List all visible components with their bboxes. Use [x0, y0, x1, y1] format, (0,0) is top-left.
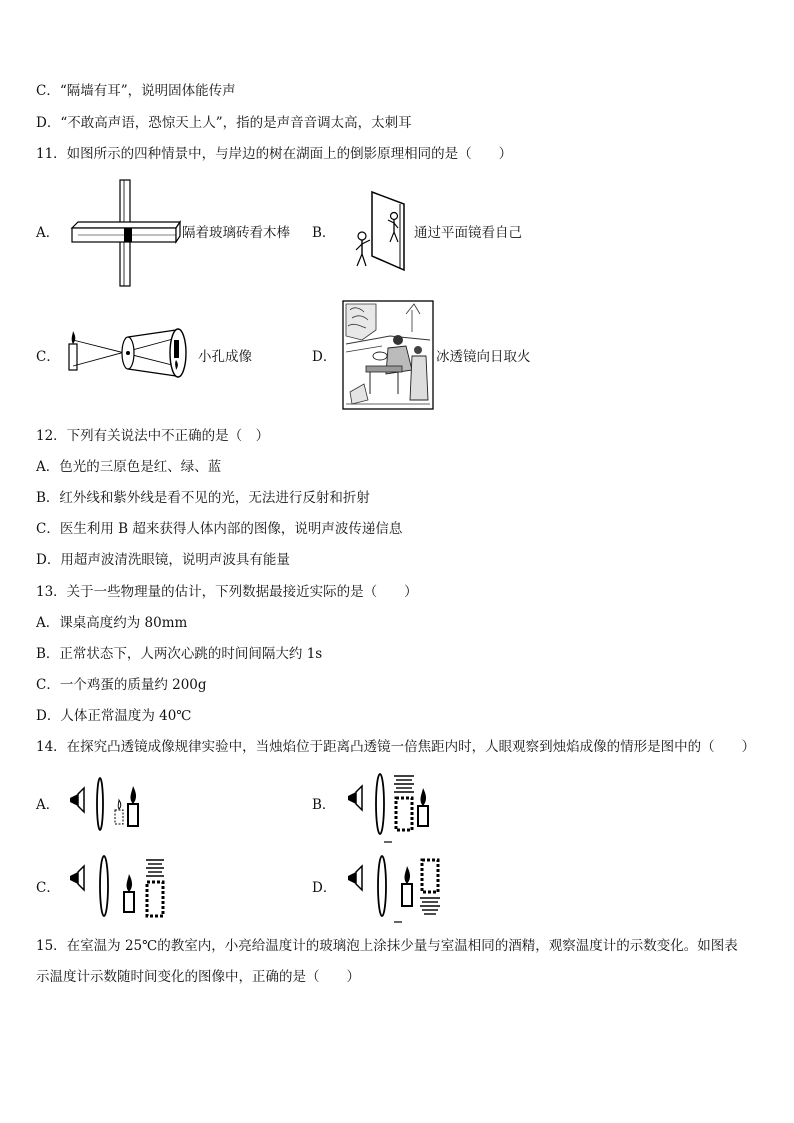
plane-mirror-figure [352, 190, 412, 272]
q11-option-d-caption: 冰透镜向日取火 [436, 349, 531, 365]
q11-option-d-label: D． [312, 349, 337, 365]
q11-option-a-label: A． [36, 225, 60, 241]
q13-option-d: D．人体正常温度为 40℃ [36, 708, 192, 724]
ice-lens-illustration [342, 300, 434, 410]
q14-stem: 14．在探究凸透镜成像规律实验中，当烛焰位于距离凸透镜一倍焦距内时，人眼观察到烛焰成像的情形是图中的（ ） [36, 739, 756, 755]
lens-figure-d [344, 850, 444, 926]
q14-option-c-label: C． [36, 880, 60, 896]
q14-option-b-label: B． [312, 797, 336, 813]
q13-stem: 13．关于一些物理量的估计，下列数据最接近实际的是（ ） [36, 584, 418, 600]
q11-stem: 11．如图所示的四种情景中，与岸边的树在湖面上的倒影原理相同的是（ ） [36, 146, 513, 162]
q12-option-d: D．用超声波清洗眼镜，说明声波具有能量 [36, 552, 290, 568]
q12-stem: 12．下列有关说法中不正确的是（ ） [36, 428, 270, 444]
q12-option-b: B．红外线和紫外线是看不见的光，无法进行反射和折射 [36, 490, 370, 506]
lens-figure-c [66, 854, 166, 920]
q13-option-c: C．一个鸡蛋的质量约 200g [36, 677, 207, 693]
q11-option-b-label: B． [312, 225, 336, 241]
glass-brick-stick-figure [68, 178, 180, 288]
q12-option-a: A．色光的三原色是红、绿、蓝 [36, 459, 222, 475]
q13-option-a: A．课桌高度约为 80mm [36, 615, 188, 631]
q13-option-b: B．正常状态下，人两次心跳的时间间隔大约 1s [36, 646, 323, 662]
lens-figure-b [344, 770, 440, 846]
q11-option-c-caption: 小孔成像 [198, 349, 252, 365]
q15-stem-line1: 15．在室温为 25℃的教室内，小亮给温度计的玻璃泡上涂抹少量与室温相同的酒精，观察温度计的示数变化。如图表 [36, 938, 738, 954]
q14-option-a-label: A． [36, 797, 60, 813]
q11-option-c-label: C． [36, 349, 60, 365]
q14-option-d-label: D． [312, 880, 337, 896]
q12-option-c: C．医生利用 B 超来获得人体内部的图像，说明声波传递信息 [36, 521, 403, 537]
pinhole-camera-figure [66, 326, 194, 384]
q11-option-a-caption: 隔着玻璃砖看木棒 [182, 225, 290, 241]
q10-option-d: D．“不敢高声语，恐惊天上人”，指的是声音音调太高，太刺耳 [36, 115, 412, 131]
q11-option-b-caption: 通过平面镜看自己 [414, 225, 522, 241]
lens-figure-a [66, 776, 146, 834]
q10-option-c: C．“隔墙有耳”，说明固体能传声 [36, 83, 236, 99]
q15-stem-line2: 示温度计示数随时间变化的图像中，正确的是（ ） [36, 969, 360, 985]
